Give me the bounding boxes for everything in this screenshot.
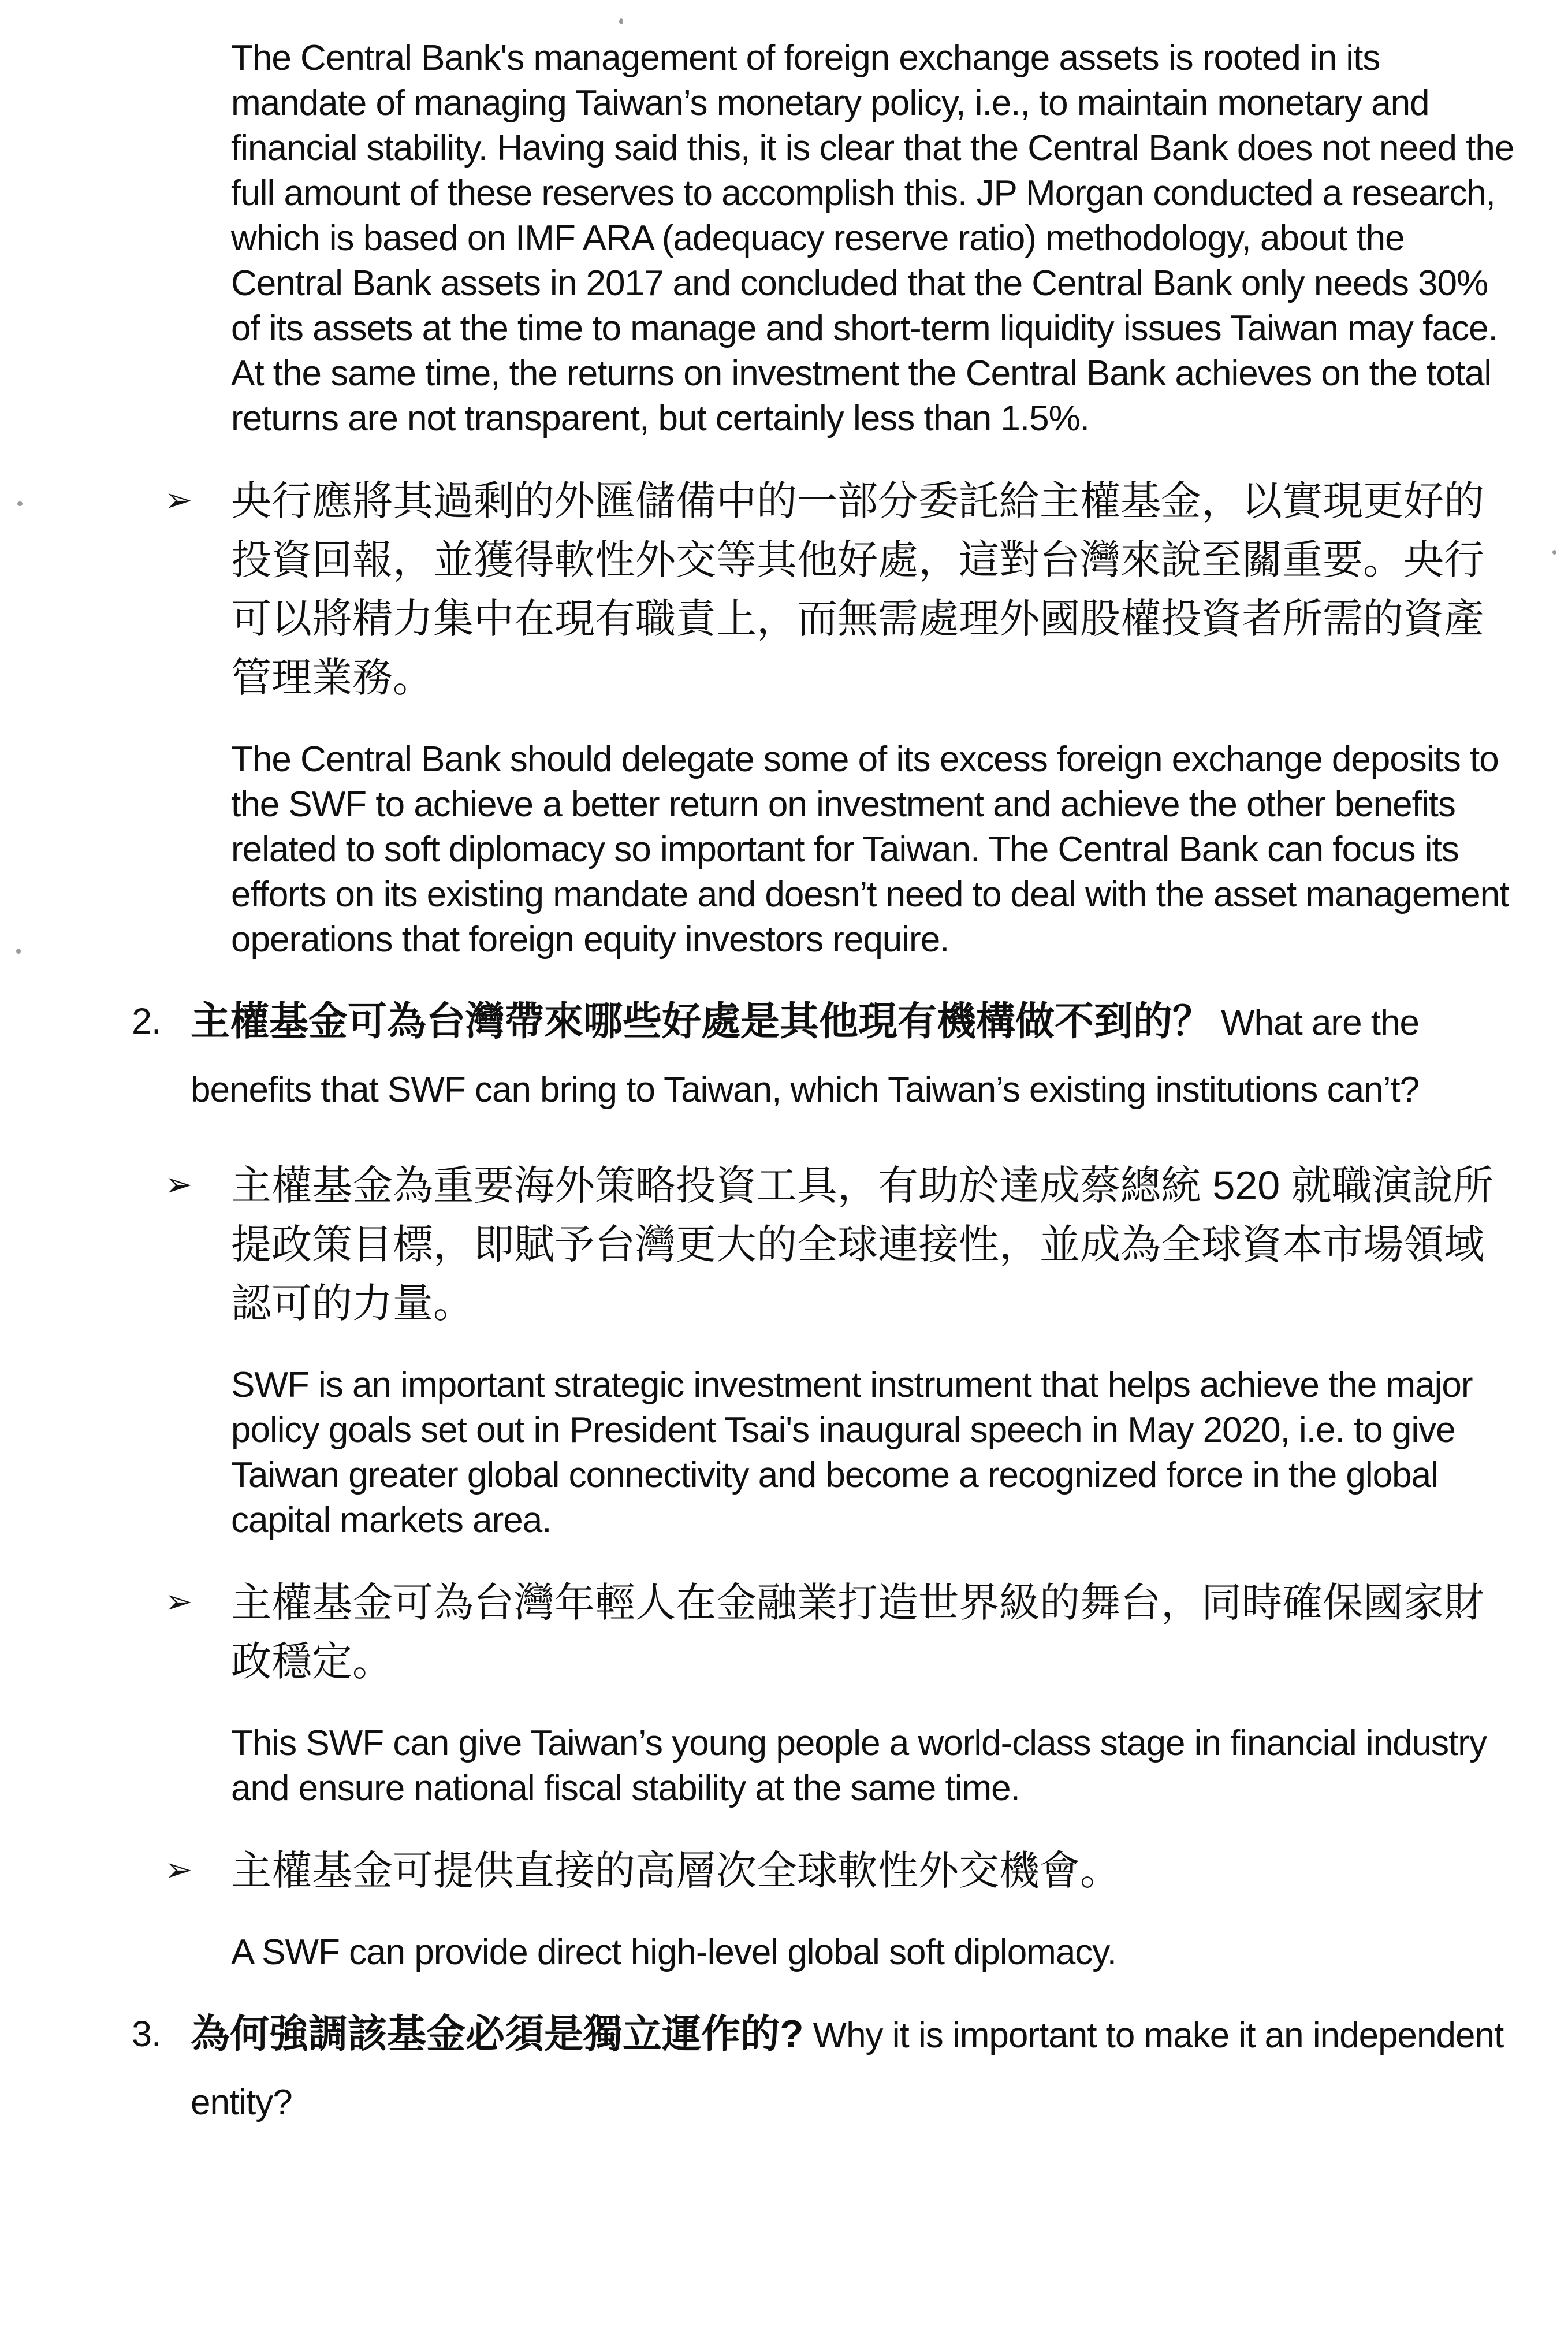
bullet-arrow-icon: ➢ (165, 481, 193, 519)
bullet-item-soft-diplomacy-zh (165, 1841, 1522, 1900)
bullet-text-zh: 主權基金可為台灣年輕人在金融業打造世界級的舞台，同時確保國家財政穩定。 (231, 1580, 1484, 1684)
question-item-2 (132, 992, 1518, 1128)
bullet-item-central-bank-zh (165, 471, 1522, 707)
scan-speck (619, 18, 623, 24)
bullet-translation-en: SWF is an important strategic investment instrument that helps achieve the major policy goals set out in President Tsai's inaugural speech in May 2020, i.e. to give Taiwan greater global connectivity and become a recognized force in the global capital markets area. (231, 1365, 1473, 1540)
question-3-number: 3. (132, 2014, 161, 2054)
question-2-text-en: What are the benefits that SWF can bring to Taiwan, which Taiwan’s existing institutions can’t? (191, 1003, 1420, 1110)
question-2-number: 2. (132, 1001, 161, 1042)
question-3-text-en: Why it is important to make it an independent entity? (191, 2016, 1504, 2122)
bullet-translation-en: This SWF can give Taiwan’s young people a world-class stage in financial industry and ensure national fiscal stability at the same time. (231, 1723, 1487, 1808)
bullet-text-zh: 央行應將其過剩的外匯儲備中的一部分委託給主權基金，以實現更好的投資回報，並獲得軟性外交等其他好處，這對台灣來說至關重要。央行可以將精力集中在現有職責上，而無需處理外國股權投資者所需的資產管理業務。 (231, 478, 1484, 700)
bullet-arrow-icon: ➢ (165, 1583, 193, 1620)
scan-speck (1552, 550, 1556, 555)
bullet-translation-en: A SWF can provide direct high-level global soft diplomacy. (231, 1932, 1116, 1972)
bullet-arrow-icon: ➢ (165, 1851, 193, 1889)
bullet-item-young-people-zh (165, 1573, 1522, 1691)
bullet-text-zh: 主權基金為重要海外策略投資工具，有助於達成蔡總統 520 就職演說所提政策目標，即賦予台灣更大的全球連接性，並成為全球資本市場領域認可的力量。 (231, 1163, 1493, 1326)
bullet-text-zh: 主權基金可提供直接的高層次全球軟性外交機會。 (231, 1848, 1120, 1893)
question-2-text (191, 992, 1513, 1128)
bullet-item-strategic-investment-zh (165, 1156, 1522, 1333)
bullet-arrow-icon: ➢ (165, 1166, 193, 1203)
scan-speck (17, 501, 23, 506)
scan-speck (16, 949, 21, 954)
question-3-text-zh: 為何強調該基金必須是獨立運作的? (191, 2012, 804, 2056)
question-item-3 (132, 2005, 1518, 2141)
intro-paragraph: The Central Bank's management of foreign exchange assets is rooted in its mandate of managing Taiwan’s monetary policy, i.e., to maintain monetary and financial stability. Having said this, it is clear that the Central Bank does not need the full amount of these reserves to accomplish this. JP Morgan conducted a research, which is based on IMF ARA (adequacy reserve ratio) methodology, about the Central Bank assets in 2017 and concluded that the Central Bank only needs 30% of its assets at the time to manage and short-term liquidity issues Taiwan may face. At the same time, the returns on investment the Central Bank achieves on the total returns are not transparent, but certainly less than 1.5%. (231, 38, 1514, 438)
question-3-text (191, 2005, 1513, 2141)
question-2-text-zh: 主權基金可為台灣帶來哪些好處是其他現有機構做不到的？ (191, 999, 1212, 1043)
bullet-translation-en: The Central Bank should delegate some of its excess foreign exchange deposits to the SWF to achieve a better return on investment and achieve the other benefits related to soft diplomacy so important for Taiwan. The Central Bank can focus its efforts on its existing mandate and doesn’t need to deal with the asset management operations that foreign equity investors require. (231, 739, 1509, 960)
